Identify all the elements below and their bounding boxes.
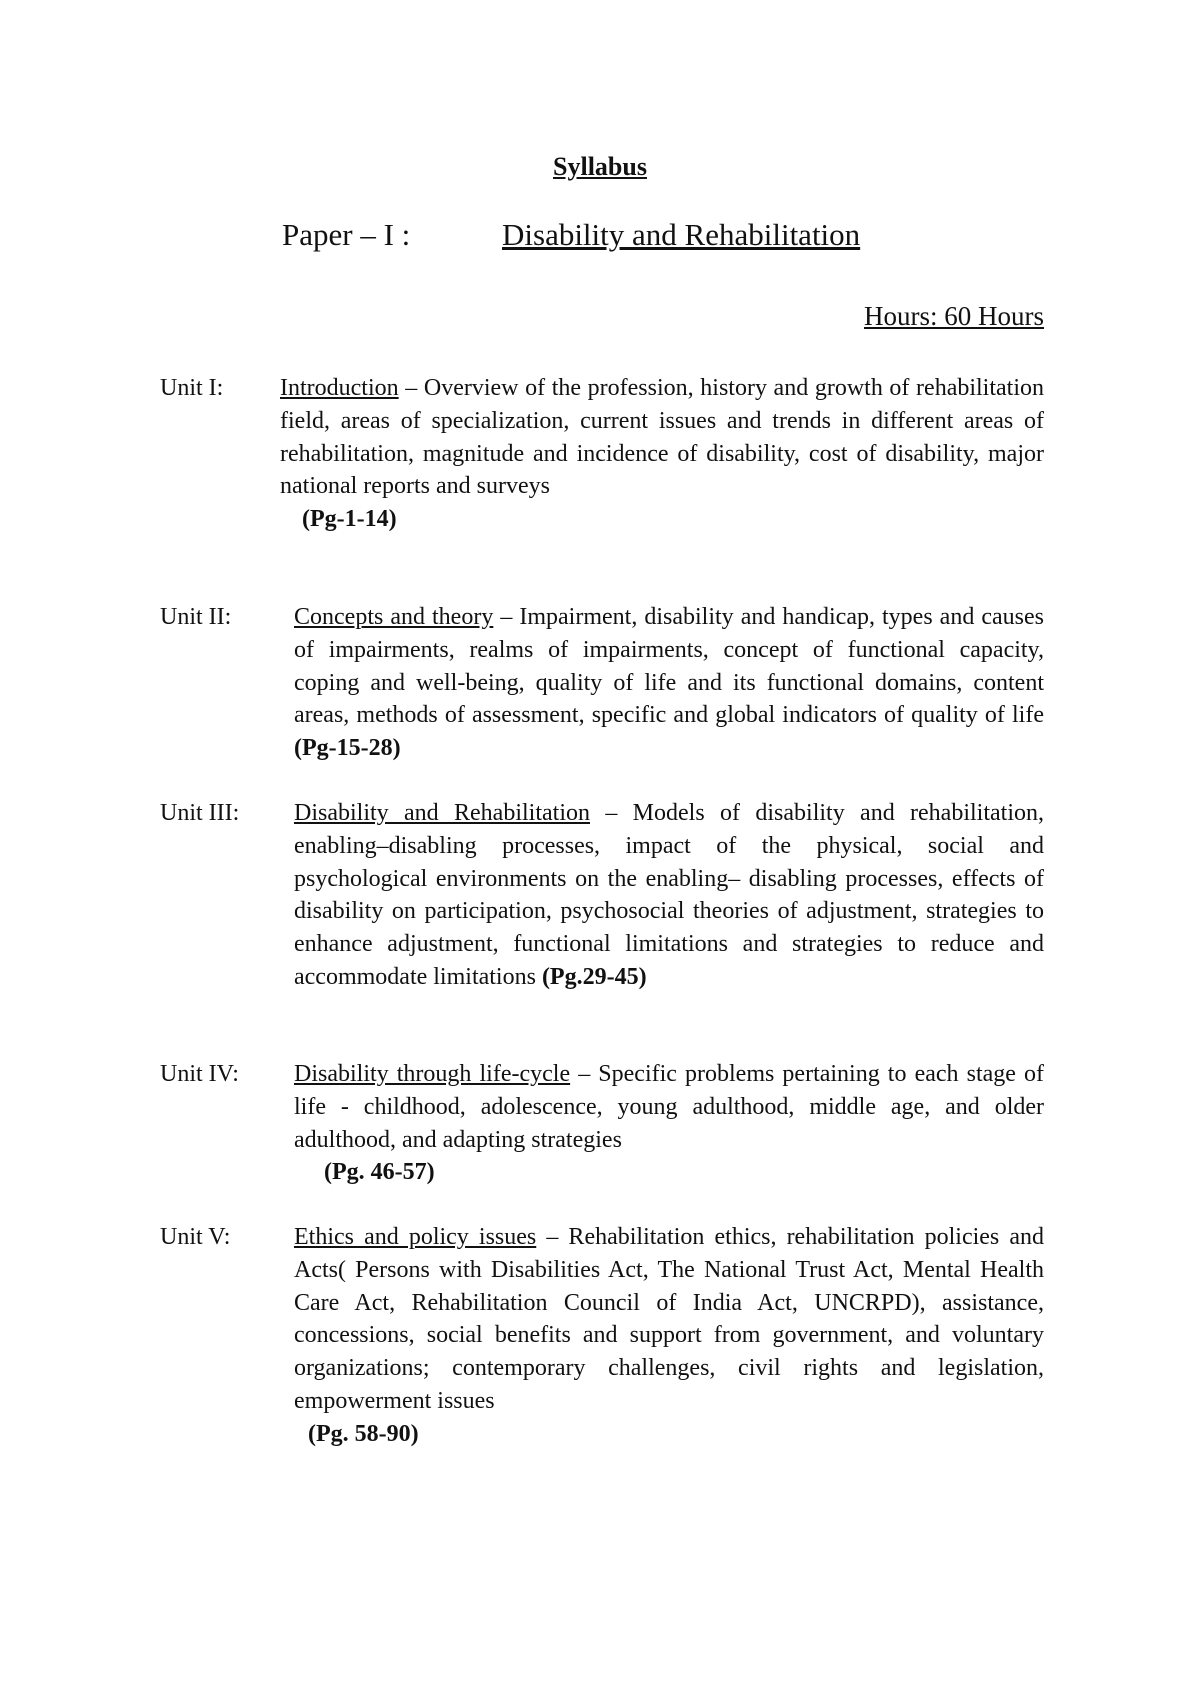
unit-3 [160, 797, 1044, 994]
unit-topic: Disability through life-cycle [294, 1061, 571, 1087]
unit-2 [160, 601, 1044, 765]
unit-text: – Specific problems pertaining to each stage of life - childhood, adolescence, young adulthood, middle age, and older adulthood, and adapting strategies [294, 1061, 1045, 1153]
unit-5 [160, 1221, 1044, 1451]
unit-topic: Ethics and policy issues [294, 1224, 537, 1250]
page-reference: (Pg-1-14) [302, 506, 397, 533]
unit-text: – Overview of the profession, history and growth of rehabilitation field, areas of specialization, current issues and trends in different areas of rehabilitation, magnitude and incidence of disability, cost of disability, major national reports and surveys [280, 375, 1044, 500]
unit-text: – Rehabilitation ethics, rehabilitation policies and Acts( Persons with Disabilities Act, The National Trust Act, Mental Health Care Act, Rehabilitation Council of India Act, UNCRPD), assistance, concessions, social benefits and support from government, and voluntary organizations; contemporary challenges, civil rights and legislation, empowerment issues [294, 1224, 1045, 1414]
page-reference: (Pg.29-45) [541, 963, 647, 990]
unit-text: – Models of disability and rehabilitation, enabling–disabling processes, impact of the physical, social and psychological environments on the enabling– disabling processes, effects of disability on participation, psychosocial theories of adjustment, strategies to enhance adjustment, functional limitations and strategies to reduce and accommodate limitations [294, 800, 1044, 990]
unit-label: Unit III: [160, 800, 240, 826]
page-reference: (Pg. 58-90) [308, 1420, 419, 1447]
unit-1 [160, 372, 1044, 536]
unit-topic: Introduction [280, 375, 399, 401]
unit-label: Unit I: [160, 375, 224, 401]
unit-description [294, 1058, 1044, 1189]
unit-label: Unit V: [160, 1224, 231, 1250]
syllabus-heading: Syllabus [553, 152, 647, 181]
paper-title: Disability and Rehabilitation [502, 217, 861, 252]
paper-title-line [282, 217, 860, 253]
unit-text: – Impairment, disability and handicap, types and causes of impairments, realms of impairments, concept of functional capacity, coping and well-being, quality of life and its functional domains, content areas, methods of assessment, specific and global indicators of quality of life [294, 604, 1044, 729]
unit-4 [160, 1058, 1044, 1189]
unit-topic: Concepts and theory [294, 604, 494, 630]
unit-description [280, 372, 1044, 536]
page-reference: (Pg. 46-57) [324, 1159, 435, 1186]
unit-label: Unit II: [160, 604, 232, 630]
unit-description [294, 797, 1044, 994]
paper-label: Paper – I : [282, 217, 411, 252]
unit-label: Unit IV: [160, 1061, 239, 1087]
hours-label: Hours: 60 Hours [864, 301, 1044, 331]
page-reference: (Pg-15-28) [294, 735, 401, 762]
unit-description [294, 601, 1044, 765]
unit-topic: Disability and Rehabilitation [294, 800, 590, 826]
unit-description [294, 1221, 1044, 1451]
